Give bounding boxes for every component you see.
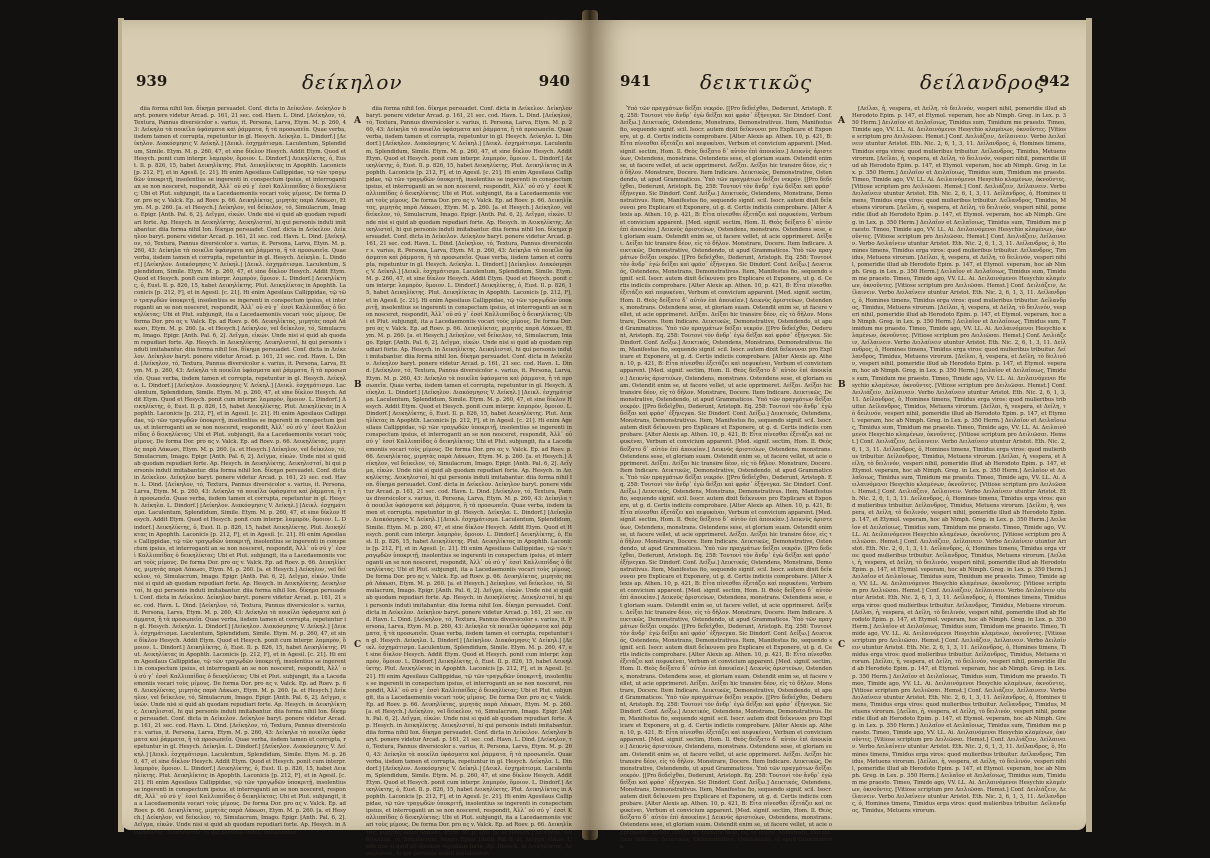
margin-letter-a: A [838, 116, 845, 126]
page-number: 939 [136, 72, 168, 90]
headword: δείλανδρος [920, 70, 1046, 94]
margin-letter-b: B [354, 380, 362, 390]
headword: δεικτικῶς [700, 70, 813, 94]
left-page [122, 20, 590, 857]
right-page [590, 20, 1086, 850]
margin-letter-b: B [838, 380, 846, 390]
text-column [620, 106, 832, 850]
page-number: 941 [620, 72, 652, 90]
column-text: diia forma nihil Ion. δίκημα persuadet. Conf. dicta in Δείκελον. Δείκηλον baryt. ponere videtur Arcad. p. 161, 21 sec. cod. Havn. L. Dind. [Δείκηλον, τό, Textura, Pannus diversicolor s. varius, it. Persona, Larva, Etym. M. p. 260, 43: Δείκηλα τὰ ποικίλα ὑφάσματα καὶ ῥάμματα, ἢ τὰ προσωπεῖα. Quae verba, iisdem tamen et corrupta, repetuntur in gl. Hesych. Δείκηλα. L. Dindorf.] [Δείκηλον. Διακόσμησις V. Δείκηλ.] [Δεικλ. ἐσχημάτισμα. Laculentum, Splendidum, Simile. Etym. M. p. 260, 47, et sine δίκλον Hesych. Addit Etym. Quod et Hesych. ponit cum interpr. λαμπρὸν, ὅμοιον. L. Dindorf.] Δεικηλίκτης, ὁ, Eust. Il. p. 826, 15, habet Δεικηλίκτης. Plut. Δεικηλίκτας in Apophth. Laconicis [p. 212, F], et in Agesil. [c. 21]. Hi enim Agesilaus Callippidae, τῷ τῶν τραγῳδῶν ὑποκριτῇ, insolentius se ingerenti in conspectum ipsius, et interroganti an se non nosceret, respondit, Ἀλλ᾽ οὐ σύ γ᾽ ἐσσὶ Καλλιππίδας ὁ δεικηλίκτας; Ubi et Plut. subjungit, ita a Lacedaemoniis vocari τοὺς μίμους. De forma Dor. pro ας v. Valck. Ep. ad Roev. p. 66. Δεικηλίκτας, μιμητὰς παρὰ Λάκωσι, Etym. M. p. 260. [a. et Hesych.] Δείκηλον, vel δείκελον, τό, Simulacrum, Imago. Epigr. [Anth. Pal. 6, 2]. Δεῖγμα, εἰκών. Unde nisi si quid ab quodam repudiari forte. Ap. Hesych. in Δεικηλίκτης. Δεικηλισταί, hi qui personis induti imitabantur. diia forma nihil Ion. δίκημα persuadet. Conf. dicta in Δείκελον. Δείκηλον baryt. ponere videtur Arcad. p. 161, 21 sec. cod. Havn. L. Dind. [Δείκηλον, τό, Textura, Pannus diversicolor s. varius, it. Persona, Larva, Etym. M. p. 260, 43: Δείκηλα τὰ ποικίλα ὑφάσματα καὶ ῥάμματα, ἢ τὰ προσωπεῖα. Quae verba, iisdem tamen et corrupta, repetuntur in gl. Hesych. Δείκηλα. L. Dindorf.] [Δείκηλον. Διακόσμησις V. Δείκηλ.] [Δεικλ. ἐσχημάτισμα. Laculentum, Splendidum, Simile. Etym. M. p. 260, 47, et sine δίκλον Hesych. Addit Etym. Quod et Hesych. ponit cum interpr. λαμπρὸν, ὅμοιον. L. Dindorf.] Δεικηλίκτης, ὁ, Eust. Il. p. 826, 15, habet Δεικηλίκτης. Plut. Δεικηλίκτας in Apophth. Laconicis [p. 212, F], et in Agesil. [c. 21]. Hi enim Agesilaus Callippidae, τῷ τῶν τραγῳδῶν ὑποκριτῇ, insolentius se ingerenti in conspectum ipsius, et interroganti an se non nosceret, respondit, Ἀλλ᾽ οὐ σύ γ᾽ ἐσσὶ Καλλιππίδας ὁ δεικηλίκτας; Ubi et Plut. subjungit, ita a Lacedaemoniis vocari τοὺς μίμους. De forma Dor. pro ας v. Valck. Ep. ad Roev. p. 66. Δεικηλίκτας, μιμητὰς παρὰ Λάκωσι, Etym. M. p. 260. [a. et Hesych.] Δείκηλον, vel δείκελον, τό, Simulacrum, Imago. Epigr. [Anth. Pal. 6, 2]. Δεῖγμα, εἰκών. Unde nisi si quid ab quodam repudiari forte. Ap. Hesych. in Δεικηλίκτης. Δεικηλισταί, hi qui personis induti imitabantur. diia forma nihil Ion. δίκημα persuadet. Conf. dicta in Δείκελον. Δείκηλον baryt. ponere videtur Arcad. p. 161, 21 sec. cod. Havn. L. Dind. [Δείκηλον, τό, Textura, Pannus diversicolor s. varius, it. Persona, Larva, Etym. M. p. 260, 43: Δείκηλα τὰ ποικίλα ὑφάσματα καὶ ῥάμματα, ἢ τὰ προσωπεῖα. Quae verba, iisdem tamen et corrupta, repetuntur in gl. Hesych. Δείκηλα. L. Dindorf.] [Δείκηλον. Διακόσμησις V. Δείκηλ.] [Δεικλ. ἐσχημάτισμα. Laculentum, Splendidum, Simile. Etym. M. p. 260, 47, et sine δίκλον Hesych. Addit Etym. Quod et Hesych. ponit cum interpr. λαμπρὸν, ὅμοιον. L. Dindorf.] Δεικηλίκτης, ὁ, Eust. Il. p. 826, 15, habet Δεικηλίκτης. Plut. Δεικηλίκτας in Apophth. Laconicis [p. 212, F], et in Agesil. [c. 21]. Hi enim Agesilaus Callippidae, τῷ τῶν τραγῳδῶν ὑποκριτῇ, insolentius se ingerenti in conspectum ipsius, et interroganti an se non nosceret, respondit, Ἀλλ᾽ οὐ σύ γ᾽ ἐσσὶ Καλλιππίδας ὁ δεικηλίκτας; Ubi et Plut. subjungit, ita a Lacedaemoniis vocari τοὺς μίμους. De forma Dor. pro ας v. Valck. Ep. ad Roev. p. 66. Δεικηλίκτας, μιμητὰς παρὰ Λάκωσι, Etym. M. p. 260. [a. et Hesych.] Δείκηλον, vel δείκελον, τό, Simulacrum, Imago. Epigr. [Anth. Pal. 6, 2]. Δεῖγμα, εἰκών. Unde nisi si quid ab quodam repudiari forte. Ap. Hesych. in Δεικηλίκτης. Δεικηλισταί, hi qui personis induti imitabantur. diia forma nihil Ion. δίκημα persuadet. Conf. dicta in Δείκελον. Δείκηλον baryt. ponere videtur Arcad. p. 161, 21 sec. cod. Havn. L. Dind. [Δείκηλον, τό, Textura, Pannus diversicolor s. varius, it. Persona, Larva, Etym. M. p. 260, 43: Δείκηλα τὰ ποικίλα ὑφάσματα καὶ ῥάμματα, ἢ τὰ προσωπεῖα. Quae verba, iisdem tamen et corrupta, repetuntur in gl. Hesych. Δείκηλα. L. Dindorf.] [Δείκηλον. Διακόσμησις V. Δείκηλ.] [Δεικλ. ἐσχημάτισμα. Laculentum, Splendidum, Simile. Etym. M. p. 260, 47, et sine δίκλον Hesych. Addit Etym. Quod et Hesych. ponit cum interpr. λαμπρὸν, ὅμοιον. L. Dindorf.] Δεικηλίκτης, ὁ, Eust. Il. p. 826, 15, habet Δεικηλίκτης. Plut. Δεικηλίκτας in Apophth. Laconicis [p. 212, F], et in Agesil. [c. 21]. Hi enim Agesilaus Callippidae, τῷ τῶν τραγῳδῶν ὑποκριτῇ, insolentius se ingerenti in conspectum ipsius, et interroganti an se non nosceret, respondit, Ἀλλ᾽ οὐ σύ γ᾽ ἐσσὶ Καλλιππίδας ὁ δεικηλίκτας; Ubi et Plut. subjungit, ita a Lacedaemoniis vocari τοὺς μίμους. De forma Dor. pro ας v. Valck. Ep. ad Roev. p. 66. Δεικηλίκτας, μιμητὰς παρὰ Λάκωσι, Etym. M. p. 260. [a. et Hesych.] Δείκηλον, vel δείκελον, τό, Simulacrum, Imago. Epigr. [Anth. Pal. 6, 2]. Δεῖγμα, εἰκών. Unde nisi si quid ab quodam repudiari forte. Ap. Hesych. in Δεικηλίκτης. Δεικηλισταί, hi qui personis induti imitabantur. diia forma nihil Ion. δίκημα persuadet. Conf. dicta in Δείκελον. Δείκηλον baryt. ponere videtur Arcad. p. 161, 21 sec. cod. Havn. L. Dind. [Δείκηλον, τό, Textura, Pannus diversicolor s. varius, it. Persona, Larva, Etym. M. p. 260, 43: Δείκηλα τὰ ποικίλα ὑφάσματα καὶ ῥάμματα, ἢ τὰ προσωπεῖα. Quae verba, iisdem tamen et corrupta, repetuntur in gl. Hesych. Δείκηλα. L. Dindorf.] [Δείκηλον. Διακόσμησις V. Δείκηλ.] [Δεικλ. ἐσχημάτισμα. Laculentum, Splendidum, Simile. Etym. M. p. 260, 47, et sine δίκλον Hesych. Addit Etym. Quod et Hesych. ponit cum interpr. λαμπρὸν, ὅμοιον. L. Dindorf.] Δεικηλίκτης, ὁ, Eust. Il. p. 826, 15, habet Δεικηλίκτης. Plut. Δεικηλίκτας in Apophth. Laconicis [p. 212, F], et in Agesil. [c. 21]. Hi enim Agesilaus Callippidae, τῷ τῶν τραγῳδῶν ὑποκριτῇ, insolentius se ingerenti in conspectum ipsius, et interroganti an se non nosceret, respondit, Ἀλλ᾽ οὐ σύ γ᾽ ἐσσὶ Καλλιππίδας ὁ δεικηλίκτας; Ubi et Plut. subjungit, ita a Lacedaemoniis vocari τοὺς μίμους. De forma Dor. pro ας v. Valck. Ep. ad Roev. p. 66. Δεικηλίκτας, μιμητὰς παρὰ Λάκωσι, Etym. M. p. 260. [a. et Hesych.] Δείκηλον, vel δείκελον, τό, Simulacrum, Imago. Epigr. [Anth. Pal. 6, 2]. Δεῖγμα, εἰκών. Unde nisi si quid ab quodam repudiari forte. Ap. Hesych. in Δεικηλίκτης. Δεικηλισταί, hi qui personis induti imitabantur. diia forma nihil Ion. δίκημα persuadet. Conf. dicta in Δείκελον. Δείκηλον baryt. ponere videtur Arcad. p. 161, 21 sec. cod. Havn. L. Dind. [Δείκηλον, τό, Textura, Pannus diversicolor s. varius, it. Persona, Larva, Etym. M. p. 260, 43: Δείκηλα τὰ ποικίλα ὑφάσματα καὶ ῥάμματα, ἢ τὰ προσωπεῖα. Quae verba, iisdem tamen et corrupta, repetuntur in gl. Hesych. Δείκηλα. L. Dindorf.] [Δείκηλον. Διακόσμησις V. Δείκηλ.] [Δεικλ. ἐσχημάτισμα. Laculentum, Splendidum, Simile. Etym. M. p. 260, 47, et sine δίκλον Hesych. Addit Etym. Quod et Hesych. ponit cum interpr. λαμπρὸν, ὅμοιον. L. Dindorf.] Δεικηλίκτης, ὁ, Eust. Il. p. 826, 15, habet Δεικηλίκτης. Plut. Δεικηλίκτας in Apophth. Laconicis [p. 212, F], et in Agesil. [c. 21]. Hi enim Agesilaus Callippidae, τῷ τῶν τραγῳδῶν ὑποκριτῇ, insolentius se ingerenti in conspectum ipsius, et interroganti an se non nosceret, respondit, Ἀλλ᾽ οὐ σύ γ᾽ ἐσσὶ Καλλιππίδας ὁ δεικηλίκτας; Ubi et Plut. subjungit, ita a Lacedaemoniis vocari τοὺς μίμους. De forma Dor. pro ας v. Valck. Ep. ad Roev. p. 66. Δεικηλίκτας, μιμητὰς παρὰ Λάκωσι, Etym. M. p. 260. [a. et Hesych.] Δείκηλον, vel δείκελον, τό, Simulacrum, Imago. Epigr. [Anth. Pal. 6, 2]. Δεῖγμα, εἰκών. Unde nisi si quid ab quodam repudiari forte. Ap. Hesych. in Δεικηλίκτης. Δεικηλισταί, hi qui personis induti imitabantur. [134, 106, 347, 836]
text-column [366, 106, 573, 857]
page-number: 940 [538, 72, 570, 90]
page-number: 942 [1038, 72, 1070, 90]
text-column [134, 106, 347, 836]
right-page-edge [1086, 18, 1092, 832]
text-column [852, 106, 1066, 815]
column-text: [Δείλαι, ἡ, vespera, et Δείλη, τὸ δειλινόν, vesperi nihil, pomeridie illud ab Herodoto Epim. p. 147, et Etymol. veperam, hoc ab Nimph. Greg. in Lex. p. 350 Herm.] Δειλαῖον et Δειλαῖοιως, Timidus sum, Timidum me praesto. Timeo, Timide ago, VV. LL. Ai. Δειλαινόμενοι Hesychio κλαμένων, ὀκνοῦντες. [Vitiose scriptum pro Δειλιῶσαι. Hemst.] Conf. Δειλιάζειν, Δείλαινειν. Verbo Δειλαίνειν utuntur Aristot. Eth. Nic. 2, 6, 1, 3, 11. Δείλανδρος, ὁ, Homines timens, Timidus erga viros: quod mulieribus tribuitur. Δείλανδρος, Timidus, Metuens virorum. [Δείλαι, ἡ, vespera, et Δείλη, τὸ δειλινόν, vesperi nihil, pomeridie illud ab Herodoto Epim. p. 147, et Etymol. veperam, hoc ab Nimph. Greg. in Lex. p. 350 Herm.] Δειλαῖον et Δειλαῖοιως, Timidus sum, Timidum me praesto. Timeo, Timide ago, VV. LL. Ai. Δειλαινόμενοι Hesychio κλαμένων, ὀκνοῦντες. [Vitiose scriptum pro Δειλιῶσαι. Hemst.] Conf. Δειλιάζειν, Δείλαινειν. Verbo Δειλαίνειν utuntur Aristot. Eth. Nic. 2, 6, 1, 3, 11. Δείλανδρος, ὁ, Homines timens, Timidus erga viros: quod mulieribus tribuitur. Δείλανδρος, Timidus, Metuens virorum. [Δείλαι, ἡ, vespera, et Δείλη, τὸ δειλινόν, vesperi nihil, pomeridie illud ab Herodoto Epim. p. 147, et Etymol. veperam, hoc ab Nimph. Greg. in Lex. p. 350 Herm.] Δειλαῖον et Δειλαῖοιως, Timidus sum, Timidum me praesto. Timeo, Timide ago, VV. LL. Ai. Δειλαινόμενοι Hesychio κλαμένων, ὀκνοῦντες. [Vitiose scriptum pro Δειλιῶσαι. Hemst.] Conf. Δειλιάζειν, Δείλαινειν. Verbo Δειλαίνειν utuntur Aristot. Eth. Nic. 2, 6, 1, 3, 11. Δείλανδρος, ὁ, Homines timens, Timidus erga viros: quod mulieribus tribuitur. Δείλανδρος, Timidus, Metuens virorum. [Δείλαι, ἡ, vespera, et Δείλη, τὸ δειλινόν, vesperi nihil, pomeridie illud ab Herodoto Epim. p. 147, et Etymol. veperam, hoc ab Nimph. Greg. in Lex. p. 350 Herm.] Δειλαῖον et Δειλαῖοιως, Timidus sum, Timidum me praesto. Timeo, Timide ago, VV. LL. Ai. Δειλαινόμενοι Hesychio κλαμένων, ὀκνοῦντες. [Vitiose scriptum pro Δειλιῶσαι. Hemst.] Conf. Δειλιάζειν, Δείλαινειν. Verbo Δειλαίνειν utuntur Aristot. Eth. Nic. 2, 6, 1, 3, 11. Δείλανδρος, ὁ, Homines timens, Timidus erga viros: quod mulieribus tribuitur. Δείλανδρος, Timidus, Metuens virorum. [Δείλαι, ἡ, vespera, et Δείλη, τὸ δειλινόν, vesperi nihil, pomeridie illud ab Herodoto Epim. p. 147, et Etymol. veperam, hoc ab Nimph. Greg. in Lex. p. 350 Herm.] Δειλαῖον et Δειλαῖοιως, Timidus sum, Timidum me praesto. Timeo, Timide ago, VV. LL. Ai. Δειλαινόμενοι Hesychio κλαμένων, ὀκνοῦντες. [Vitiose scriptum pro Δειλιῶσαι. Hemst.] Conf. Δειλιάζειν, Δείλαινειν. Verbo Δειλαίνειν utuntur Aristot. Eth. Nic. 2, 6, 1, 3, 11. Δείλανδρος, ὁ, Homines timens, Timidus erga viros: quod mulieribus tribuitur. Δείλανδρος, Timidus, Metuens virorum. [Δείλαι, ἡ, vespera, et Δείλη, τὸ δειλινόν, vesperi nihil, pomeridie illud ab Herodoto Epim. p. 147, et Etymol. veperam, hoc ab Nimph. Greg. in Lex. p. 350 Herm.] Δειλαῖον et Δειλαῖοιως, Timidus sum, Timidum me praesto. Timeo, Timide ago, VV. LL. Ai. Δειλαινόμενοι Hesychio κλαμένων, ὀκνοῦντες. [Vitiose scriptum pro Δειλιῶσαι. Hemst.] Conf. Δειλιάζειν, Δείλαινειν. Verbo Δειλαίνειν utuntur Aristot. Eth. Nic. 2, 6, 1, 3, 11. Δείλανδρος, ὁ, Homines timens, Timidus erga viros: quod mulieribus tribuitur. Δείλανδρος, Timidus, Metuens virorum. [Δείλαι, ἡ, vespera, et Δείλη, τὸ δειλινόν, vesperi nihil, pomeridie illud ab Herodoto Epim. p. 147, et Etymol. veperam, hoc ab Nimph. Greg. in Lex. p. 350 Herm.] Δειλαῖον et Δειλαῖοιως, Timidus sum, Timidum me praesto. Timeo, Timide ago, VV. LL. Ai. Δειλαινόμενοι Hesychio κλαμένων, ὀκνοῦντες. [Vitiose scriptum pro Δειλιῶσαι. Hemst.] Conf. Δειλιάζειν, Δείλαινειν. Verbo Δειλαίνειν utuntur Aristot. Eth. Nic. 2, 6, 1, 3, 11. Δείλανδρος, ὁ, Homines timens, Timidus erga viros: quod mulieribus tribuitur. Δείλανδρος, Timidus, Metuens virorum. [Δείλαι, ἡ, vespera, et Δείλη, τὸ δειλινόν, vesperi nihil, pomeridie illud ab Herodoto Epim. p. 147, et Etymol. veperam, hoc ab Nimph. Greg. in Lex. p. 350 Herm.] Δειλαῖον et Δειλαῖοιως, Timidus sum, Timidum me praesto. Timeo, Timide ago, VV. LL. Ai. Δειλαινόμενοι Hesychio κλαμένων, ὀκνοῦντες. [Vitiose scriptum pro Δειλιῶσαι. Hemst.] Conf. Δειλιάζειν, Δείλαινειν. Verbo Δειλαίνειν utuntur Aristot. Eth. Nic. 2, 6, 1, 3, 11. Δείλανδρος, ὁ, Homines timens, Timidus erga viros: quod mulieribus tribuitur. Δείλανδρος, Timidus, Metuens virorum. [Δείλαι, ἡ, vespera, et Δείλη, τὸ δειλινόν, vesperi nihil, pomeridie illud ab Herodoto Epim. p. 147, et Etymol. veperam, hoc ab Nimph. Greg. in Lex. p. 350 Herm.] Δειλαῖον et Δειλαῖοιως, Timidus sum, Timidum me praesto. Timeo, Timide ago, VV. LL. Ai. Δειλαινόμενοι Hesychio κλαμένων, ὀκνοῦντες. [Vitiose scriptum pro Δειλιῶσαι. Hemst.] Conf. Δειλιάζειν, Δείλαινειν. Verbo Δειλαίνειν utuntur Aristot. Eth. Nic. 2, 6, 1, 3, 11. Δείλανδρος, ὁ, Homines timens, Timidus erga viros: quod mulieribus tribuitur. Δείλανδρος, Timidus, Metuens virorum. [Δείλαι, ἡ, vespera, et Δείλη, τὸ δειλινόν, vesperi nihil, pomeridie illud ab Herodoto Epim. p. 147, et Etymol. veperam, hoc ab Nimph. Greg. in Lex. p. 350 Herm.] Δειλαῖον et Δειλαῖοιως, Timidus sum, Timidum me praesto. Timeo, Timide ago, VV. LL. Ai. Δειλαινόμενοι Hesychio κλαμένων, ὀκνοῦντες. [Vitiose scriptum pro Δειλιῶσαι. Hemst.] Conf. Δειλιάζειν, Δείλαινειν. Verbo Δειλαίνειν utuntur Aristot. Eth. Nic. 2, 6, 1, 3, 11. Δείλανδρος, ὁ, Homines timens, Timidus erga viros: quod mulieribus tribuitur. Δείλανδρος, Timidus, Metuens virorum. [Δείλαι, ἡ, vespera, et Δείλη, τὸ δειλινόν, vesperi nihil, pomeridie illud ab Herodoto Epim. p. 147, et Etymol. veperam, hoc ab Nimph. Greg. in Lex. p. 350 Herm.] Δειλαῖον et Δειλαῖοιως, Timidus sum, Timidum me praesto. Timeo, Timide ago, VV. LL. Ai. Δειλαινόμενοι Hesychio κλαμένων, ὀκνοῦντες. [Vitiose scriptum pro Δειλιῶσαι. Hemst.] Conf. Δειλιάζειν, Δείλαινειν. Verbo Δειλαίνειν utuntur Aristot. Eth. Nic. 2, 6, 1, 3, 11. Δείλανδρος, ὁ, Homines timens, Timidus erga viros: quod mulieribus tribuitur. Δείλανδρος, Timidus, Metuens virorum. [Δείλαι, ἡ, vespera, et Δείλη, τὸ δειλινόν, vesperi nihil, pomeridie illud ab Herodoto Epim. p. 147, et Etymol. veperam, hoc ab Nimph. Greg. in Lex. p. 350 Herm.] Δειλαῖον et Δειλαῖοιως, Timidus sum, Timidum me praesto. Timeo, Timide ago, VV. LL. Ai. Δειλαινόμενοι Hesychio κλαμένων, ὀκνοῦντες. [Vitiose scriptum pro Δειλιῶσαι. Hemst.] Conf. Δειλιάζειν, Δείλαινειν. Verbo Δειλαίνειν utuntur Aristot. Eth. Nic. 2, 6, 1, 3, 11. Δείλανδρος, ὁ, Homines timens, Timidus erga viros: quod mulieribus tribuitur. Δείλανδρος, Timidus, Metuens virorum. [Δείλαι, ἡ, vespera, et Δείλη, τὸ δειλινόν, vesperi nihil, pomeridie illud ab Herodoto Epim. p. 147, et Etymol. veperam, hoc ab Nimph. Greg. in Lex. p. 350 Herm.] Δειλαῖον et Δειλαῖοιως, Timidus sum, Timidum me praesto. Timeo, Timide ago, VV. LL. Ai. Δειλαινόμενοι Hesychio κλαμένων, ὀκνοῦντες. [Vitiose scriptum pro Δειλιῶσαι. Hemst.] Conf. Δειλιάζειν, Δείλαινειν. Verbo Δειλαίνειν utuntur Aristot. Eth. Nic. 2, 6, 1, 3, 11. Δείλανδρος, ὁ, Homines timens, Timidus erga viros: quod mulieribus tribuitur. Δείλανδρος, Timidus, Metuens virorum. [Δείλαι, ἡ, vespera, et Δείλη, τὸ δειλινόν, vesperi nihil, pomeridie illud ab Herodoto Epim. p. 147, et Etymol. veperam, hoc ab Nimph. Greg. in Lex. p. 350 Herm.] Δειλαῖον et Δειλαῖοιως, Timidus sum, Timidum me praesto. Timeo, Timide ago, VV. LL. Ai. Δειλαινόμενοι Hesychio κλαμένων, ὀκνοῦντες. [Vitiose scriptum pro Δειλιῶσαι. Hemst.] Conf. Δειλιάζειν, Δείλαινειν. Verbo Δειλαίνειν utuntur Aristot. Eth. Nic. 2, 6, 1, 3, 11. Δείλανδρος, ὁ, Homines timens, Timidus erga viros: quod mulieribus tribuitur. Δείλανδρος, Timidus, Metuens virorum. [852, 106, 1066, 815]
margin-letter-c: C [354, 640, 362, 650]
right-page-header [590, 70, 1086, 100]
margin-letter-a: A [354, 116, 361, 126]
column-text: Ὑπὸ τῶν πραγμάτων δεῖξαι νεκρόν. [[Pro δεδεῖχθαι, Dederunt, Aristoph. Eq. 258: Τουτονὶ τὸν ἄνδρ᾽ ἐγὼ δεῖξαι καὶ φράσ᾽ ἐξήνεγκα. Sic Dindorf. Conf. Δείξω.] Δεικτικός, Ostendens, Monstrans, Demonstrativus. Item, Manifestus fio, sequendo signif. scil. Isocr. autem dixit δεῖκνυναι pro Explicare et Exponere, ut g. d. Certis indiciis comprobare. [Alter Alexis ap. Athen. 10, p. 421, B: Εἶτα πίνεσθαι ἐξετάζει καὶ πεφυκέναι, Verbum et convicium apparent. [Med. signif. sectim, Hom. Il. Θεὸς δείξατο δ᾽ αὐτὸν ἐπὶ ἀποικίαν.] Δεικνὺς ἀριστεύων, Ostendens, monstrans. Ostendens sese, et gloriam suam. Ostendit enim se, ut facere vellet, ut acie opprimeret. Δεῖξαι. Δείξαι hic transire δέον, εἰς τὸ δῆλον. Monstrare, Docere. Item Indicare. Δεικτικῶς, Demonstrative, Ostendendo, ut apud Grammaticos. Ὑπὸ τῶν πραγμάτων δεῖξαι νεκρόν. [[Pro δεδεῖχθαι, Dederunt, Aristoph. Eq. 258: Τουτονὶ τὸν ἄνδρ᾽ ἐγὼ δεῖξαι καὶ φράσ᾽ ἐξήνεγκα. Sic Dindorf. Conf. Δείξω.] Δεικτικός, Ostendens, Monstrans, Demonstrativus. Item, Manifestus fio, sequendo signif. scil. Isocr. autem dixit δεῖκνυναι pro Explicare et Exponere, ut g. d. Certis indiciis comprobare. [Alter Alexis ap. Athen. 10, p. 421, B: Εἶτα πίνεσθαι ἐξετάζει καὶ πεφυκέναι, Verbum et convicium apparent. [Med. signif. sectim, Hom. Il. Θεὸς δείξατο δ᾽ αὐτὸν ἐπὶ ἀποικίαν.] Δεικνὺς ἀριστεύων, Ostendens, monstrans. Ostendens sese, et gloriam suam. Ostendit enim se, ut facere vellet, ut acie opprimeret. Δεῖξαι. Δείξαι hic transire δέον, εἰς τὸ δῆλον. Monstrare, Docere. Item Indicare. Δεικτικῶς, Demonstrative, Ostendendo, ut apud Grammaticos. Ὑπὸ τῶν πραγμάτων δεῖξαι νεκρόν. [[Pro δεδεῖχθαι, Dederunt, Aristoph. Eq. 258: Τουτονὶ τὸν ἄνδρ᾽ ἐγὼ δεῖξαι καὶ φράσ᾽ ἐξήνεγκα. Sic Dindorf. Conf. Δείξω.] Δεικτικός, Ostendens, Monstrans, Demonstrativus. Item, Manifestus fio, sequendo signif. scil. Isocr. autem dixit δεῖκνυναι pro Explicare et Exponere, ut g. d. Certis indiciis comprobare. [Alter Alexis ap. Athen. 10, p. 421, B: Εἶτα πίνεσθαι ἐξετάζει καὶ πεφυκέναι, Verbum et convicium apparent. [Med. signif. sectim, Hom. Il. Θεὸς δείξατο δ᾽ αὐτὸν ἐπὶ ἀποικίαν.] Δεικνὺς ἀριστεύων, Ostendens, monstrans. Ostendens sese, et gloriam suam. Ostendit enim se, ut facere vellet, ut acie opprimeret. Δεῖξαι. Δείξαι hic transire δέον, εἰς τὸ δῆλον. Monstrare, Docere. Item Indicare. Δεικτικῶς, Demonstrative, Ostendendo, ut apud Grammaticos. Ὑπὸ τῶν πραγμάτων δεῖξαι νεκρόν. [[Pro δεδεῖχθαι, Dederunt, Aristoph. Eq. 258: Τουτονὶ τὸν ἄνδρ᾽ ἐγὼ δεῖξαι καὶ φράσ᾽ ἐξήνεγκα. Sic Dindorf. Conf. Δείξω.] Δεικτικός, Ostendens, Monstrans, Demonstrativus. Item, Manifestus fio, sequendo signif. scil. Isocr. autem dixit δεῖκνυναι pro Explicare et Exponere, ut g. d. Certis indiciis comprobare. [Alter Alexis ap. Athen. 10, p. 421, B: Εἶτα πίνεσθαι ἐξετάζει καὶ πεφυκέναι, Verbum et convicium apparent. [Med. signif. sectim, Hom. Il. Θεὸς δείξατο δ᾽ αὐτὸν ἐπὶ ἀποικίαν.] Δεικνὺς ἀριστεύων, Ostendens, monstrans. Ostendens sese, et gloriam suam. Ostendit enim se, ut facere vellet, ut acie opprimeret. Δεῖξαι. Δείξαι hic transire δέον, εἰς τὸ δῆλον. Monstrare, Docere. Item Indicare. Δεικτικῶς, Demonstrative, Ostendendo, ut apud Grammaticos. Ὑπὸ τῶν πραγμάτων δεῖξαι νεκρόν. [[Pro δεδεῖχθαι, Dederunt, Aristoph. Eq. 258: Τουτονὶ τὸν ἄνδρ᾽ ἐγὼ δεῖξαι καὶ φράσ᾽ ἐξήνεγκα. Sic Dindorf. Conf. Δείξω.] Δεικτικός, Ostendens, Monstrans, Demonstrativus. Item, Manifestus fio, sequendo signif. scil. Isocr. autem dixit δεῖκνυναι pro Explicare et Exponere, ut g. d. Certis indiciis comprobare. [Alter Alexis ap. Athen. 10, p. 421, B: Εἶτα πίνεσθαι ἐξετάζει καὶ πεφυκέναι, Verbum et convicium apparent. [Med. signif. sectim, Hom. Il. Θεὸς δείξατο δ᾽ αὐτὸν ἐπὶ ἀποικίαν.] Δεικνὺς ἀριστεύων, Ostendens, monstrans. Ostendens sese, et gloriam suam. Ostendit enim se, ut facere vellet, ut acie opprimeret. Δεῖξαι. Δείξαι hic transire δέον, εἰς τὸ δῆλον. Monstrare, Docere. Item Indicare. Δεικτικῶς, Demonstrative, Ostendendo, ut apud Grammaticos. Ὑπὸ τῶν πραγμάτων δεῖξαι νεκρόν. [[Pro δεδεῖχθαι, Dederunt, Aristoph. Eq. 258: Τουτονὶ τὸν ἄνδρ᾽ ἐγὼ δεῖξαι καὶ φράσ᾽ ἐξήνεγκα. Sic Dindorf. Conf. Δείξω.] Δεικτικός, Ostendens, Monstrans, Demonstrativus. Item, Manifestus fio, sequendo signif. scil. Isocr. autem dixit δεῖκνυναι pro Explicare et Exponere, ut g. d. Certis indiciis comprobare. [Alter Alexis ap. Athen. 10, p. 421, B: Εἶτα πίνεσθαι ἐξετάζει καὶ πεφυκέναι, Verbum et convicium apparent. [Med. signif. sectim, Hom. Il. Θεὸς δείξατο δ᾽ αὐτὸν ἐπὶ ἀποικίαν.] Δεικνὺς ἀριστεύων, Ostendens, monstrans. Ostendens sese, et gloriam suam. Ostendit enim se, ut facere vellet, ut acie opprimeret. Δεῖξαι. Δείξαι hic transire δέον, εἰς τὸ δῆλον. Monstrare, Docere. Item Indicare. Δεικτικῶς, Demonstrative, Ostendendo, ut apud Grammaticos. Ὑπὸ τῶν πραγμάτων δεῖξαι νεκρόν. [[Pro δεδεῖχθαι, Dederunt, Aristoph. Eq. 258: Τουτονὶ τὸν ἄνδρ᾽ ἐγὼ δεῖξαι καὶ φράσ᾽ ἐξήνεγκα. Sic Dindorf. Conf. Δείξω.] Δεικτικός, Ostendens, Monstrans, Demonstrativus. Item, Manifestus fio, sequendo signif. scil. Isocr. autem dixit δεῖκνυναι pro Explicare et Exponere, ut g. d. Certis indiciis comprobare. [Alter Alexis ap. Athen. 10, p. 421, B: Εἶτα πίνεσθαι ἐξετάζει καὶ πεφυκέναι, Verbum et convicium apparent. [Med. signif. sectim, Hom. Il. Θεὸς δείξατο δ᾽ αὐτὸν ἐπὶ ἀποικίαν.] Δεικνὺς ἀριστεύων, Ostendens, monstrans. Ostendens sese, et gloriam suam. Ostendit enim se, ut facere vellet, ut acie opprimeret. Δεῖξαι. Δείξαι hic transire δέον, εἰς τὸ δῆλον. Monstrare, Docere. Item Indicare. Δεικτικῶς, Demonstrative, Ostendendo, ut apud Grammaticos. Ὑπὸ τῶν πραγμάτων δεῖξαι νεκρόν. [[Pro δεδεῖχθαι, Dederunt, Aristoph. Eq. 258: Τουτονὶ τὸν ἄνδρ᾽ ἐγὼ δεῖξαι καὶ φράσ᾽ ἐξήνεγκα. Sic Dindorf. Conf. Δείξω.] Δεικτικός, Ostendens, Monstrans, Demonstrativus. Item, Manifestus fio, sequendo signif. scil. Isocr. autem dixit δεῖκνυναι pro Explicare et Exponere, ut g. d. Certis indiciis comprobare. [Alter Alexis ap. Athen. 10, p. 421, B: Εἶτα πίνεσθαι ἐξετάζει καὶ πεφυκέναι, Verbum et convicium apparent. [Med. signif. sectim, Hom. Il. Θεὸς δείξατο δ᾽ αὐτὸν ἐπὶ ἀποικίαν.] Δεικνὺς ἀριστεύων, Ostendens, monstrans. Ostendens sese, et gloriam suam. Ostendit enim se, ut facere vellet, ut acie opprimeret. Δεῖξαι. Δείξαι hic transire δέον, εἰς τὸ δῆλον. Monstrare, Docere. Item Indicare. Δεικτικῶς, Demonstrative, Ostendendo, ut apud Grammaticos. Ὑπὸ τῶν πραγμάτων δεῖξαι νεκρόν. [[Pro δεδεῖχθαι, Dederunt, Aristoph. Eq. 258: Τουτονὶ τὸν ἄνδρ᾽ ἐγὼ δεῖξαι καὶ φράσ᾽ ἐξήνεγκα. Sic Dindorf. Conf. Δείξω.] Δεικτικός, Ostendens, Monstrans, Demonstrativus. Item, Manifestus fio, sequendo signif. scil. Isocr. autem dixit δεῖκνυναι pro Explicare et Exponere, ut g. d. Certis indiciis comprobare. [Alter Alexis ap. Athen. 10, p. 421, B: Εἶτα πίνεσθαι ἐξετάζει καὶ πεφυκέναι, Verbum et convicium apparent. [Med. signif. sectim, Hom. Il. Θεὸς δείξατο δ᾽ αὐτὸν ἐπὶ ἀποικίαν.] Δεικνὺς ἀριστεύων, Ostendens, monstrans. Ostendens sese, et gloriam suam. Ostendit enim se, ut facere vellet, ut acie opprimeret. Δεῖξαι. Δείξαι hic transire δέον, εἰς τὸ δῆλον. Monstrare, Docere. Item Indicare. Δεικτικῶς, Demonstrative, Ostendendo, ut apud Grammaticos. Ὑπὸ τῶν πραγμάτων δεῖξαι νεκρόν. [[Pro δεδεῖχθαι, Dederunt, Aristoph. Eq. 258: Τουτονὶ τὸν ἄνδρ᾽ ἐγὼ δεῖξαι καὶ φράσ᾽ ἐξήνεγκα. Sic Dindorf. Conf. Δείξω.] Δεικτικός, Ostendens, Monstrans, Demonstrativus. Item, Manifestus fio, sequendo signif. scil. Isocr. autem dixit δεῖκνυναι pro Explicare et Exponere, ut g. d. Certis indiciis comprobare. [Alter Alexis ap. Athen. 10, p. 421, B: Εἶτα πίνεσθαι ἐξετάζει καὶ πεφυκέναι, Verbum et convicium apparent. [Med. signif. sectim, Hom. Il. Θεὸς δείξατο δ᾽ αὐτὸν ἐπὶ ἀποικίαν.] Δεικνὺς ἀριστεύων, Ostendens, monstrans. Ostendens sese, et gloriam suam. Ostendit enim se, ut facere vellet, ut acie opprimeret. Δεῖξαι. Δείξαι hic transire δέον, εἰς τὸ δῆλον. Monstrare, Docere. Item Indicare. Δεικτικῶς, Demonstrative, Ostendendo, ut apud Grammaticos. [620, 106, 832, 850]
left-page-header [122, 70, 590, 100]
margin-letter-c: C [838, 640, 846, 650]
column-text: diia forma nihil Ion. δίκημα persuadet. Conf. dicta in Δείκελον. Δείκηλον baryt. ponere videtur Arcad. p. 161, 21 sec. cod. Havn. L. Dind. [Δείκηλον, τό, Textura, Pannus diversicolor s. varius, it. Persona, Larva, Etym. M. p. 260, 43: Δείκηλα τὰ ποικίλα ὑφάσματα καὶ ῥάμματα, ἢ τὰ προσωπεῖα. Quae verba, iisdem tamen et corrupta, repetuntur in gl. Hesych. Δείκηλα. L. Dindorf.] [Δείκηλον. Διακόσμησις V. Δείκηλ.] [Δεικλ. ἐσχημάτισμα. Laculentum, Splendidum, Simile. Etym. M. p. 260, 47, et sine δίκλον Hesych. Addit Etym. Quod et Hesych. ponit cum interpr. λαμπρὸν, ὅμοιον. L. Dindorf.] Δεικηλίκτης, ὁ, Eust. Il. p. 826, 15, habet Δεικηλίκτης. Plut. Δεικηλίκτας in Apophth. Laconicis [p. 212, F], et in Agesil. [c. 21]. Hi enim Agesilaus Callippidae, τῷ τῶν τραγῳδῶν ὑποκριτῇ, insolentius se ingerenti in conspectum ipsius, et interroganti an se non nosceret, respondit, Ἀλλ᾽ οὐ σύ γ᾽ ἐσσὶ Καλλιππίδας ὁ δεικηλίκτας; Ubi et Plut. subjungit, ita a Lacedaemoniis vocari τοὺς μίμους. De forma Dor. pro ας v. Valck. Ep. ad Roev. p. 66. Δεικηλίκτας, μιμητὰς παρὰ Λάκωσι, Etym. M. p. 260. [a. et Hesych.] Δείκηλον, vel δείκελον, τό, Simulacrum, Imago. Epigr. [Anth. Pal. 6, 2]. Δεῖγμα, εἰκών. Unde nisi si quid ab quodam repudiari forte. Ap. Hesych. in Δεικηλίκτης. Δεικηλισταί, hi qui personis induti imitabantur. diia forma nihil Ion. δίκημα persuadet. Conf. dicta in Δείκελον. Δείκηλον baryt. ponere videtur Arcad. p. 161, 21 sec. cod. Havn. L. Dind. [Δείκηλον, τό, Textura, Pannus diversicolor s. varius, it. Persona, Larva, Etym. M. p. 260, 43: Δείκηλα τὰ ποικίλα ὑφάσματα καὶ ῥάμματα, ἢ τὰ προσωπεῖα. Quae verba, iisdem tamen et corrupta, repetuntur in gl. Hesych. Δείκηλα. L. Dindorf.] [Δείκηλον. Διακόσμησις V. Δείκηλ.] [Δεικλ. ἐσχημάτισμα. Laculentum, Splendidum, Simile. Etym. M. p. 260, 47, et sine δίκλον Hesych. Addit Etym. Quod et Hesych. ponit cum interpr. λαμπρὸν, ὅμοιον. L. Dindorf.] Δεικηλίκτης, ὁ, Eust. Il. p. 826, 15, habet Δεικηλίκτης. Plut. Δεικηλίκτας in Apophth. Laconicis [p. 212, F], et in Agesil. [c. 21]. Hi enim Agesilaus Callippidae, τῷ τῶν τραγῳδῶν ὑποκριτῇ, insolentius se ingerenti in conspectum ipsius, et interroganti an se non nosceret, respondit, Ἀλλ᾽ οὐ σύ γ᾽ ἐσσὶ Καλλιππίδας ὁ δεικηλίκτας; Ubi et Plut. subjungit, ita a Lacedaemoniis vocari τοὺς μίμους. De forma Dor. pro ας v. Valck. Ep. ad Roev. p. 66. Δεικηλίκτας, μιμητὰς παρὰ Λάκωσι, Etym. M. p. 260. [a. et Hesych.] Δείκηλον, vel δείκελον, τό, Simulacrum, Imago. Epigr. [Anth. Pal. 6, 2]. Δεῖγμα, εἰκών. Unde nisi si quid ab quodam repudiari forte. Ap. Hesych. in Δεικηλίκτης. Δεικηλισταί, hi qui personis induti imitabantur. diia forma nihil Ion. δίκημα persuadet. Conf. dicta in Δείκελον. Δείκηλον baryt. ponere videtur Arcad. p. 161, 21 sec. cod. Havn. L. Dind. [Δείκηλον, τό, Textura, Pannus diversicolor s. varius, it. Persona, Larva, Etym. M. p. 260, 43: Δείκηλα τὰ ποικίλα ὑφάσματα καὶ ῥάμματα, ἢ τὰ προσωπεῖα. Quae verba, iisdem tamen et corrupta, repetuntur in gl. Hesych. Δείκηλα. L. Dindorf.] [Δείκηλον. Διακόσμησις V. Δείκηλ.] [Δεικλ. ἐσχημάτισμα. Laculentum, Splendidum, Simile. Etym. M. p. 260, 47, et sine δίκλον Hesych. Addit Etym. Quod et Hesych. ponit cum interpr. λαμπρὸν, ὅμοιον. L. Dindorf.] Δεικηλίκτης, ὁ, Eust. Il. p. 826, 15, habet Δεικηλίκτης. Plut. Δεικηλίκτας in Apophth. Laconicis [p. 212, F], et in Agesil. [c. 21]. Hi enim Agesilaus Callippidae, τῷ τῶν τραγῳδῶν ὑποκριτῇ, insolentius se ingerenti in conspectum ipsius, et interroganti an se non nosceret, respondit, Ἀλλ᾽ οὐ σύ γ᾽ ἐσσὶ Καλλιππίδας ὁ δεικηλίκτας; Ubi et Plut. subjungit, ita a Lacedaemoniis vocari τοὺς μίμους. De forma Dor. pro ας v. Valck. Ep. ad Roev. p. 66. Δεικηλίκτας, μιμητὰς παρὰ Λάκωσι, Etym. M. p. 260. [a. et Hesych.] Δείκηλον, vel δείκελον, τό, Simulacrum, Imago. Epigr. [Anth. Pal. 6, 2]. Δεῖγμα, εἰκών. Unde nisi si quid ab quodam repudiari forte. Ap. Hesych. in Δεικηλίκτης. Δεικηλισταί, hi qui personis induti imitabantur. diia forma nihil Ion. δίκημα persuadet. Conf. dicta in Δείκελον. Δείκηλον baryt. ponere videtur Arcad. p. 161, 21 sec. cod. Havn. L. Dind. [Δείκηλον, τό, Textura, Pannus diversicolor s. varius, it. Persona, Larva, Etym. M. p. 260, 43: Δείκηλα τὰ ποικίλα ὑφάσματα καὶ ῥάμματα, ἢ τὰ προσωπεῖα. Quae verba, iisdem tamen et corrupta, repetuntur in gl. Hesych. Δείκηλα. L. Dindorf.] [Δείκηλον. Διακόσμησις V. Δείκηλ.] [Δεικλ. ἐσχημάτισμα. Laculentum, Splendidum, Simile. Etym. M. p. 260, 47, et sine δίκλον Hesych. Addit Etym. Quod et Hesych. ponit cum interpr. λαμπρὸν, ὅμοιον. L. Dindorf.] Δεικηλίκτης, ὁ, Eust. Il. p. 826, 15, habet Δεικηλίκτης. Plut. Δεικηλίκτας in Apophth. Laconicis [p. 212, F], et in Agesil. [c. 21]. Hi enim Agesilaus Callippidae, τῷ τῶν τραγῳδῶν ὑποκριτῇ, insolentius se ingerenti in conspectum ipsius, et interroganti an se non nosceret, respondit, Ἀλλ᾽ οὐ σύ γ᾽ ἐσσὶ Καλλιππίδας ὁ δεικηλίκτας; Ubi et Plut. subjungit, ita a Lacedaemoniis vocari τοὺς μίμους. De forma Dor. pro ας v. Valck. Ep. ad Roev. p. 66. Δεικηλίκτας, μιμητὰς παρὰ Λάκωσι, Etym. M. p. 260. [a. et Hesych.] Δείκηλον, vel δείκελον, τό, Simulacrum, Imago. Epigr. [Anth. Pal. 6, 2]. Δεῖγμα, εἰκών. Unde nisi si quid ab quodam repudiari forte. Ap. Hesych. in Δεικηλίκτης. Δεικηλισταί, hi qui personis induti imitabantur. diia forma nihil Ion. δίκημα persuadet. Conf. dicta in Δείκελον. Δείκηλον baryt. ponere videtur Arcad. p. 161, 21 sec. cod. Havn. L. Dind. [Δείκηλον, τό, Textura, Pannus diversicolor s. varius, it. Persona, Larva, Etym. M. p. 260, 43: Δείκηλα τὰ ποικίλα ὑφάσματα καὶ ῥάμματα, ἢ τὰ προσωπεῖα. Quae verba, iisdem tamen et corrupta, repetuntur in gl. Hesych. Δείκηλα. L. Dindorf.] [Δείκηλον. Διακόσμησις V. Δείκηλ.] [Δεικλ. ἐσχημάτισμα. Laculentum, Splendidum, Simile. Etym. M. p. 260, 47, et sine δίκλον Hesych. Addit Etym. Quod et Hesych. ponit cum interpr. λαμπρὸν, ὅμοιον. L. Dindorf.] Δεικηλίκτης, ὁ, Eust. Il. p. 826, 15, habet Δεικηλίκτης. Plut. Δεικηλίκτας in Apophth. Laconicis [p. 212, F], et in Agesil. [c. 21]. Hi enim Agesilaus Callippidae, τῷ τῶν τραγῳδῶν ὑποκριτῇ, insolentius se ingerenti in conspectum ipsius, et interroganti an se non nosceret, respondit, Ἀλλ᾽ οὐ σύ γ᾽ ἐσσὶ Καλλιππίδας ὁ δεικηλίκτας; Ubi et Plut. subjungit, ita a Lacedaemoniis vocari τοὺς μίμους. De forma Dor. pro ας v. Valck. Ep. ad Roev. p. 66. Δεικηλίκτας, μιμητὰς παρὰ Λάκωσι, Etym. M. p. 260. [a. et Hesych.] Δείκηλον, vel δείκελον, τό, Simulacrum, Imago. Epigr. [Anth. Pal. 6, 2]. Δεῖγμα, εἰκών. Unde nisi si quid ab quodam repudiari forte. Ap. Hesych. in Δεικηλίκτης. Δεικηλισταί, hi qui personis induti imitabantur. diia forma nihil Ion. δίκημα persuadet. Conf. dicta in Δείκελον. Δείκηλον baryt. ponere videtur Arcad. p. 161, 21 sec. cod. Havn. L. Dind. [Δείκηλον, τό, Textura, Pannus diversicolor s. varius, it. Persona, Larva, Etym. M. p. 260, 43: Δείκηλα τὰ ποικίλα ὑφάσματα καὶ ῥάμματα, ἢ τὰ προσωπεῖα. Quae verba, iisdem tamen et corrupta, repetuntur in gl. Hesych. Δείκηλα. L. Dindorf.] [Δείκηλον. Διακόσμησις V. Δείκηλ.] [Δεικλ. ἐσχημάτισμα. Laculentum, Splendidum, Simile. Etym. M. p. 260, 47, et sine δίκλον Hesych. Addit Etym. Quod et Hesych. ponit cum interpr. λαμπρὸν, ὅμοιον. L. Dindorf.] Δεικηλίκτης, ὁ, Eust. Il. p. 826, 15, habet Δεικηλίκτης. Plut. Δεικηλίκτας in Apophth. Laconicis [p. 212, F], et in Agesil. [c. 21]. Hi enim Agesilaus Callippidae, τῷ τῶν τραγῳδῶν ὑποκριτῇ, insolentius se ingerenti in conspectum ipsius, et interroganti an se non nosceret, respondit, Ἀλλ᾽ οὐ σύ γ᾽ ἐσσὶ Καλλιππίδας ὁ δεικηλίκτας; Ubi et Plut. subjungit, ita a Lacedaemoniis vocari τοὺς μίμους. De forma Dor. pro ας v. Valck. Ep. ad Roev. p. 66. Δεικηλίκτας, μιμητὰς παρὰ Λάκωσι, Etym. M. p. 260. [a. et Hesych.] Δείκηλον, vel δείκελον, τό, Simulacrum, Imago. Epigr. [Anth. Pal. 6, 2]. Δεῖγμα, εἰκών. Unde nisi si quid ab quodam repudiari forte. Ap. Hesych. in Δεικηλίκτης. Δεικηλισταί, hi qui personis induti imitabantur. [366, 106, 573, 857]
headword: δείκηλον [302, 70, 403, 94]
